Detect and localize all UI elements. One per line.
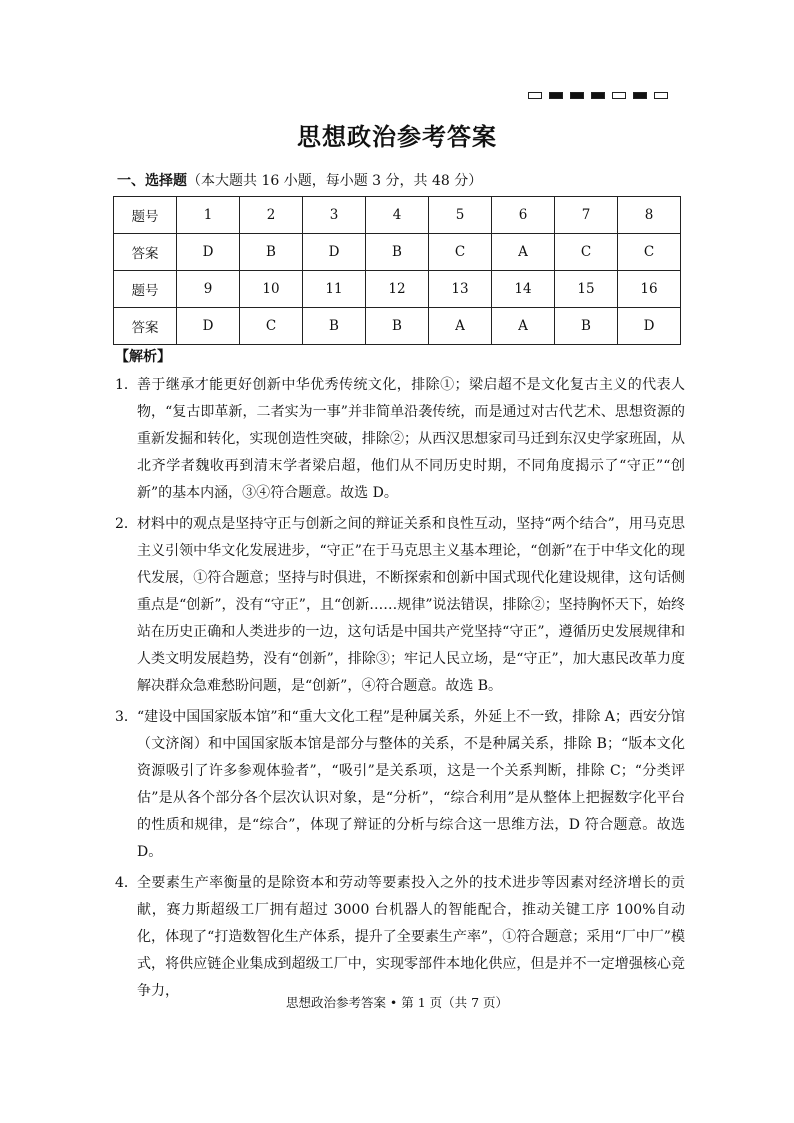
table-cell: 12 <box>366 271 429 308</box>
table-row <box>114 234 681 271</box>
table-cell: D <box>177 308 240 345</box>
table-cell: 3 <box>303 197 366 234</box>
item-text: 全要素生产率衡量的是除资本和劳动等要素投入之外的技术进步等因素对经济增长的贡献，赛力斯超级工厂拥有超过 3000 台机器人的智能配合，推动关键工序 100%自动化，体现了“打造数智化生产体系，提升了全要素生产率”，①符合题意；采用“厂中厂”模式，将供应链企业集成到超级工厂中，实现零部件本地化供应，但是并不一定增强核心竞争力， <box>137 875 685 999</box>
table-cell: 6 <box>492 197 555 234</box>
item-number: 2． <box>115 516 138 532</box>
table-cell: D <box>303 234 366 271</box>
row-label: 题号 <box>114 271 177 308</box>
analysis-item <box>115 511 685 700</box>
item-number: 3． <box>115 709 138 725</box>
table-cell: 13 <box>429 271 492 308</box>
page-title: 思想政治参考答案 <box>297 123 497 151</box>
table-cell: 7 <box>555 197 618 234</box>
table-cell: A <box>429 308 492 345</box>
header-marks <box>528 92 668 99</box>
table-cell: 1 <box>177 197 240 234</box>
item-text: 善于继承才能更好创新中华优秀传统文化，排除①；梁启超不是文化复古主义的代表人物，“复古即革新，二者实为一事”并非简单沿袭传统，而是通过对古代艺术、思想资源的重新发掘和转化，实现创造性突破，排除②；从西汉思想家司马迁到东汉史学家班固，从北齐学者魏收再到清末学者梁启超，他们从不同历史时期，不同角度揭示了“守正”“创新”的基本内涵，③④符合题意。故选 D。 <box>137 377 685 501</box>
table-row <box>114 308 681 345</box>
filled-mark <box>633 92 647 99</box>
table-cell: C <box>429 234 492 271</box>
table-cell: A <box>492 308 555 345</box>
table-cell: 4 <box>366 197 429 234</box>
row-label: 题号 <box>114 197 177 234</box>
table-cell: 15 <box>555 271 618 308</box>
analysis-item <box>115 372 685 507</box>
analysis-heading: 【解析】 <box>115 349 171 365</box>
table-row <box>114 197 681 234</box>
table-cell: B <box>240 234 303 271</box>
table-cell: C <box>555 234 618 271</box>
table-cell: 8 <box>618 197 681 234</box>
table-cell: 2 <box>240 197 303 234</box>
item-number: 1． <box>115 377 138 393</box>
item-text: 材料中的观点是坚持守正与创新之间的辩证关系和良性互动，坚持“两个结合”，用马克思主义引领中华文化发展进步，“守正”在于马克思主义基本理论，“创新”在于中华文化的现代发展，①符合题意；坚持与时俱进，不断探索和创新中国式现代化建设规律，这句话侧重点是“创新”，没有“守正”，且“创新……规律”说法错误，排除②；坚持胸怀天下，始终站在历史正确和人类进步的一边，这句话是中国共产党坚持“守正”，遵循历史发展规律和人类文明发展趋势，没有“创新”，排除③；牢记人民立场，是“守正”，加大惠民改革力度解决群众急难愁盼问题，是“创新”，④符合题意。故选 B。 <box>137 516 685 694</box>
table-cell: B <box>366 308 429 345</box>
item-text: “建设中国国家版本馆”和“重大文化工程”是种属关系，外延上不一致，排除 A；西安分馆（文济阁）和中国国家版本馆是部分与整体的关系，不是种属关系，排除 B；“版本文化资源吸引了许多参观体验者”，“吸引”是关系项，这是一个关系判断，排除 C；“分类评估”是从各个部分各个层次认识对象，是“分析”，“综合利用”是从整体上把握数字化平台的性质和规律，是“综合”，体现了辩证的分析与综合这一思维方法，D 符合题意。故选 D。 <box>137 709 685 860</box>
table-row <box>114 271 681 308</box>
table-cell: B <box>555 308 618 345</box>
item-number: 4． <box>115 875 138 891</box>
table-cell: 9 <box>177 271 240 308</box>
table-cell: 10 <box>240 271 303 308</box>
table-cell: A <box>492 234 555 271</box>
analysis-item <box>115 704 685 866</box>
table-cell: B <box>366 234 429 271</box>
table-cell: 5 <box>429 197 492 234</box>
table-cell: 14 <box>492 271 555 308</box>
row-label: 答案 <box>114 234 177 271</box>
filled-mark <box>591 92 605 99</box>
filled-mark <box>549 92 563 99</box>
analysis-list <box>115 372 685 1009</box>
table-cell: 16 <box>618 271 681 308</box>
table-cell: 11 <box>303 271 366 308</box>
table-cell: D <box>177 234 240 271</box>
page-footer: 思想政治参考答案 • 第 1 页（共 7 页） <box>285 995 509 1010</box>
empty-mark <box>654 92 668 99</box>
analysis-item <box>115 870 685 1005</box>
empty-mark <box>528 92 542 99</box>
section-heading <box>117 170 482 190</box>
answer-table <box>113 196 681 345</box>
table-cell: B <box>303 308 366 345</box>
table-cell: C <box>618 234 681 271</box>
filled-mark <box>570 92 584 99</box>
section-label: 一、选择题 <box>117 173 187 189</box>
section-note: （本大题共 16 小题，每小题 3 分，共 48 分） <box>187 173 483 189</box>
empty-mark <box>612 92 626 99</box>
row-label: 答案 <box>114 308 177 345</box>
table-cell: C <box>240 308 303 345</box>
table-cell: D <box>618 308 681 345</box>
